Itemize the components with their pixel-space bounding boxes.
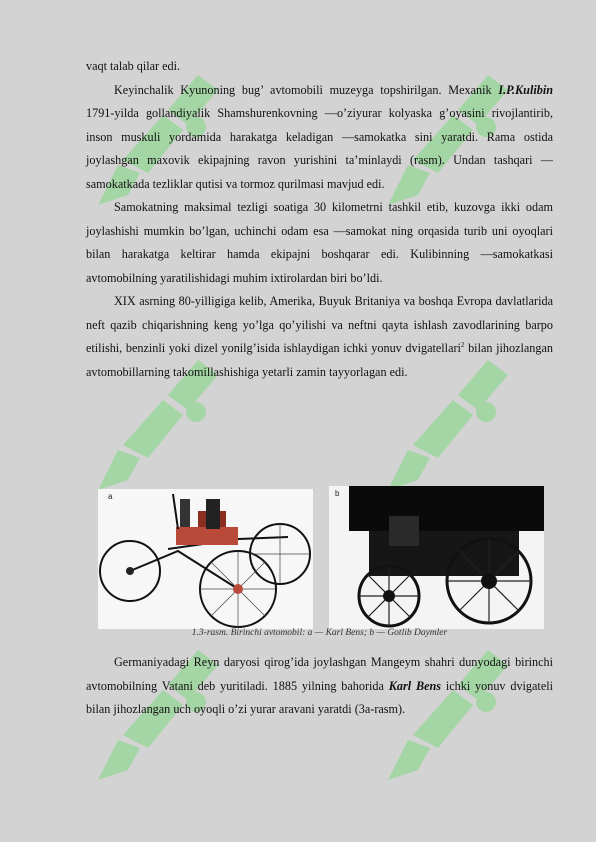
- paragraph-2: [86, 79, 553, 197]
- paragraph-5: [86, 651, 553, 722]
- body-text-top: [86, 55, 553, 384]
- figure-a-label: a: [108, 492, 113, 501]
- paragraph-5-pre: Germaniyadagi Reyn daryosi qirog’ida joylashgan Mangeym shahri dunyodagi birinchi avtomobilning Vatani deb yuritiladi. 1885 yilning bahorida: [86, 655, 553, 693]
- figure-a-benz-car: [98, 489, 313, 629]
- figure-b-label: b: [335, 489, 340, 498]
- kulibin-name: I.P.Kulibin: [498, 82, 553, 97]
- paragraph-3: Samokatning maksimal tezligi soatiga 30 kilometrni tashkil etib, kuzovga ikki odam joylashishi mumkin bo’lgan, uchinchi odam esa —samokat ning orqasida turib uni oyoqlari bilan harakatga keltirar hamda ekipajni boshqarar edi. Kulibinning —samokatkasi avtomobilning yaratilishidagi muhim ixtirolardan biri bo’ldi.: [86, 200, 553, 285]
- paragraph-5-post: ichki yonuv dvigateli bilan jihozlangan uch oyoqli o’zi yurar aravani yaratdi (3a-rasm).: [86, 678, 553, 716]
- daimler-car-illustration: [329, 486, 544, 629]
- body-text-bottom: [86, 651, 553, 722]
- figure-first-automobiles: [98, 486, 544, 634]
- paragraph-4-post: bilan jihozlangan avtomobillarning takomillashishiga yetarli zamin tayyorlagan edi.: [86, 341, 553, 379]
- footnote-marker: 2: [460, 340, 465, 349]
- paragraph-2-post: 1791-yilda gollandiyalik Shamshurenkovning —o’ziyurar kolyaska g’oyasini rivojlantirib, inson muskuli yordamida harakatga keladigan —samokatka sini yaratdi. Rama ostida joylashgan maxovik ekipajning ravon yurishini ta’minlaydi (rasm). Undan tashqari —samokatkada tezliklar qutisi va tormoz qurilmasi mavjud edi.: [86, 106, 553, 191]
- figure-caption: 1.3-rasm. Birinchi avtomobil: a — Karl Bens; b — Gotlib Daymler: [191, 628, 448, 638]
- paragraph-4-pre: XIX asrning 80-yilligiga kelib, Amerika, Buyuk Britaniya va boshqa Evropa davlatlarida neft qazib chiqarishning keng yo’lga qo’yilishi va neftni qayta ishlash zavodlarining barpo etilishi, benzinli yoki dizel yonilg’isida ishlaydigan ichki yonuv dvigatellari: [86, 294, 553, 355]
- figure-b-daimler-car: [329, 486, 544, 629]
- karl-bens-name: Karl Bens: [388, 678, 441, 693]
- paragraph-4: [86, 290, 553, 384]
- paragraph-1: vaqt talab qilar edi.: [86, 59, 181, 73]
- benz-car-illustration: [98, 489, 313, 629]
- paragraph-2-pre: Keyinchalik Kyunoning bug’ avtomobili muzeyga topshirilgan. Mexanik: [114, 82, 499, 97]
